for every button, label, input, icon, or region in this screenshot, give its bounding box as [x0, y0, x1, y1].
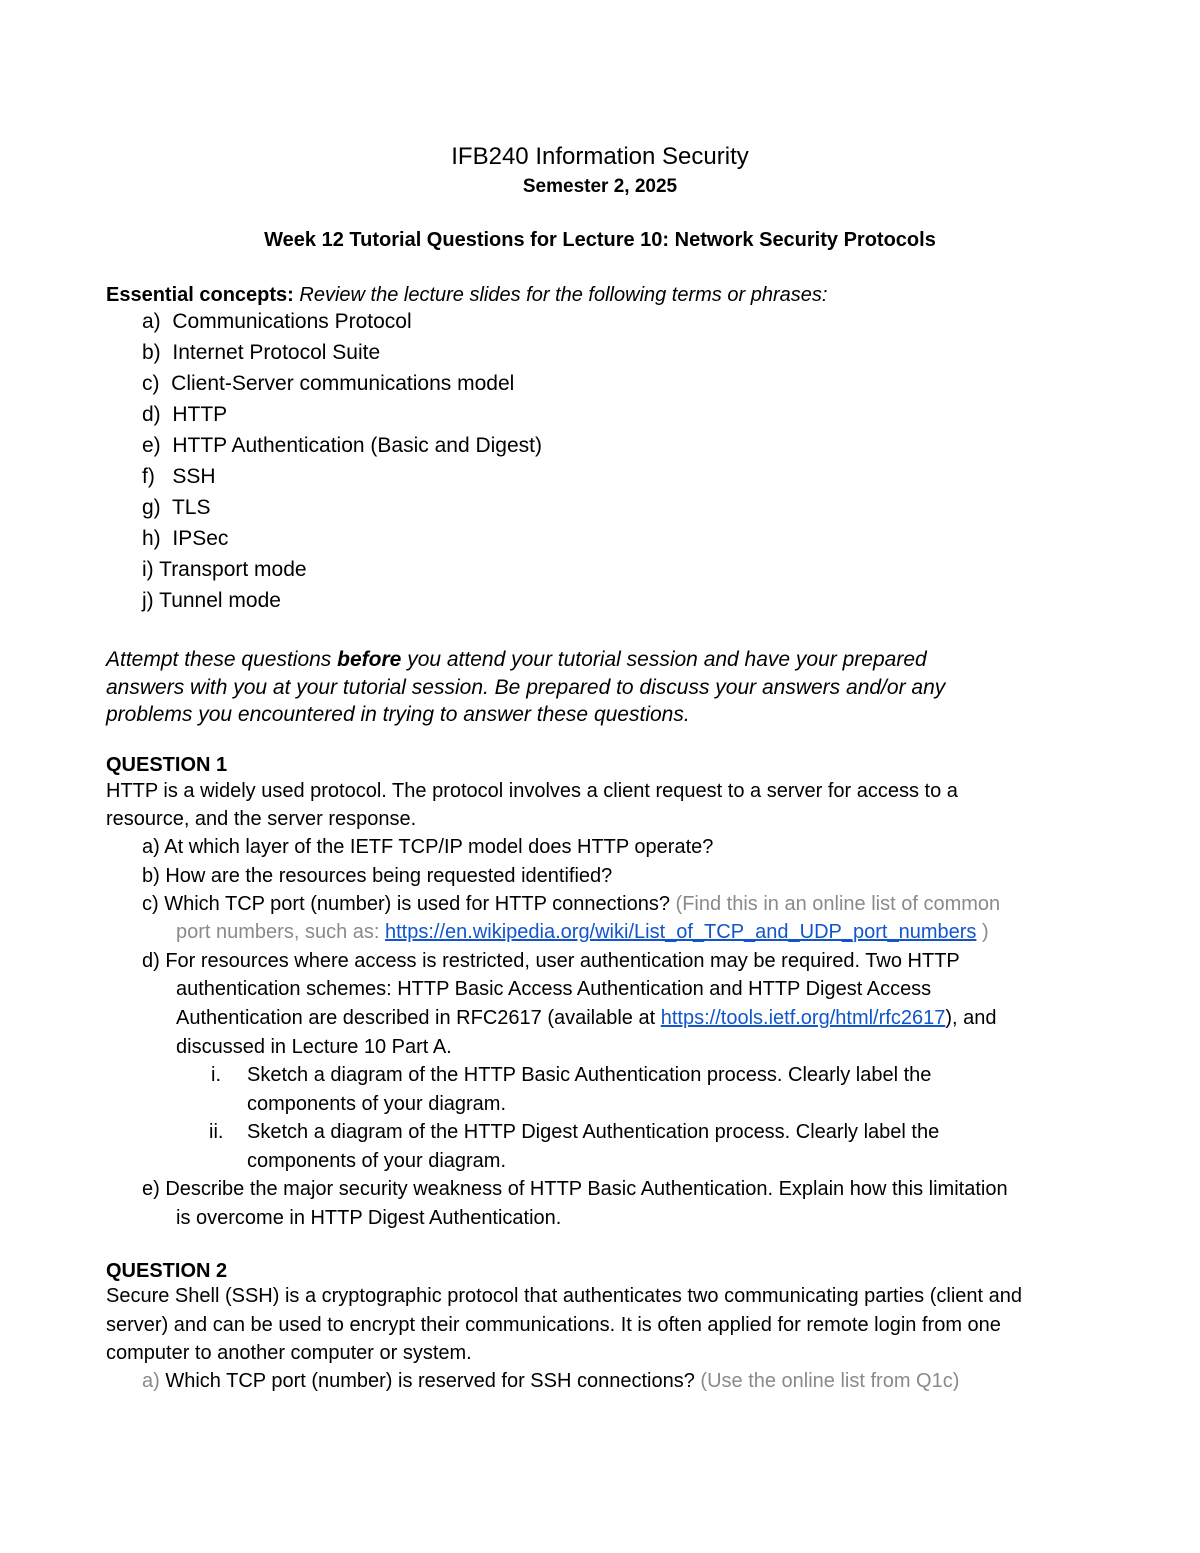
q1-part-e-line-2: is overcome in HTTP Digest Authentication.: [176, 1207, 562, 1229]
q1-part-a: a) At which layer of the IETF TCP/IP model does HTTP operate?: [142, 836, 714, 858]
q1-part-c-line-1: [142, 893, 1000, 916]
q1-d-ii-line-2: components of your diagram.: [247, 1150, 507, 1172]
list-text: SSH: [172, 465, 216, 488]
list-text: Internet Protocol Suite: [172, 341, 381, 364]
list-text: IPSec: [172, 527, 229, 550]
q1-d-i-line-2: components of your diagram.: [247, 1093, 507, 1115]
list-text: TLS: [171, 496, 211, 519]
list-marker: b): [142, 341, 161, 364]
list-text: Communications Protocol: [172, 310, 412, 333]
course-title: IFB240 Information Security: [451, 143, 749, 170]
q1-part-d-line-2: authentication schemes: HTTP Basic Access Authentication and HTTP Digest Access: [176, 978, 932, 1000]
q2-intro-line-1: Secure Shell (SSH) is a cryptographic protocol that authenticates two communicating parties (client and: [106, 1285, 1023, 1307]
rfc2617-link[interactable]: https://tools.ietf.org/html/rfc2617: [660, 1007, 946, 1029]
list-marker: c): [142, 372, 160, 395]
q2-a-hint: (Use the online list from Q1c): [700, 1370, 960, 1392]
list-item: [142, 496, 211, 520]
list-marker: h): [142, 527, 161, 550]
list-marker: f): [142, 465, 155, 488]
list-text: Transport mode: [159, 558, 307, 581]
q2-a-text: Which TCP port (number) is reserved for SSH connections?: [165, 1370, 695, 1392]
attempt-bold-word: before: [337, 648, 402, 671]
q1-d-text: Authentication are described in RFC2617 (available at: [176, 1007, 656, 1029]
q2-part-a: [142, 1370, 959, 1393]
q1-d-i-marker: i.: [211, 1064, 221, 1086]
attempt-line-1: [106, 648, 927, 672]
q1-d-text-end: ), and: [945, 1007, 997, 1029]
list-item: [142, 341, 380, 365]
attempt-text: Attempt these questions: [106, 648, 332, 671]
q1-d-ii-marker: ii.: [209, 1121, 224, 1143]
list-marker: g): [142, 496, 161, 519]
question-2-heading: QUESTION 2: [106, 1260, 228, 1282]
list-item: [142, 372, 514, 396]
q1-part-d-line-1: d) For resources where access is restricted, user authentication may be required. Two HTTP: [142, 950, 960, 972]
essential-concepts-heading: [106, 284, 827, 307]
q1-c-hint-2: port numbers, such as:: [176, 921, 380, 943]
q1-part-d-line-4: discussed in Lecture 10 Part A.: [176, 1036, 452, 1058]
list-marker: j): [142, 589, 154, 612]
list-item: [142, 434, 542, 458]
q1-d-i-line-1: Sketch a diagram of the HTTP Basic Authentication process. Clearly label the: [247, 1064, 932, 1086]
list-text: Tunnel mode: [159, 589, 281, 612]
q1-c-text: c) Which TCP port (number) is used for HTTP connections?: [142, 893, 670, 915]
list-marker: e): [142, 434, 161, 457]
list-text: Client-Server communications model: [171, 372, 515, 395]
list-marker: d): [142, 403, 161, 426]
q1-part-e-line-1: e) Describe the major security weakness of HTTP Basic Authentication. Explain how this limitation: [142, 1178, 1008, 1200]
list-item: [142, 310, 412, 334]
attempt-line-2: answers with you at your tutorial session. Be prepared to discuss your answers and/or any: [106, 676, 946, 699]
q1-d-ii-line-1: Sketch a diagram of the HTTP Digest Authentication process. Clearly label the: [247, 1121, 940, 1143]
q1-intro-line-1: HTTP is a widely used protocol. The protocol involves a client request to a server for access to a: [106, 780, 958, 802]
wikipedia-port-list-link[interactable]: https://en.wikipedia.org/wiki/List_of_TCP_and_UDP_port_numbers: [385, 921, 977, 943]
q1-part-d-line-3: [176, 1007, 996, 1030]
question-1-heading: QUESTION 1: [106, 754, 228, 776]
week-title: Week 12 Tutorial Questions for Lecture 10: Network Security Protocols: [264, 229, 936, 251]
q1-c-hint: (Find this in an online list of common: [675, 893, 1001, 915]
list-marker: a): [142, 310, 161, 333]
list-text: HTTP Authentication (Basic and Digest): [172, 434, 542, 457]
list-item: [142, 589, 281, 613]
q2-intro-line-3: computer to another computer or system.: [106, 1342, 472, 1364]
list-marker: i): [142, 558, 154, 581]
essential-instruction: Review the lecture slides for the following terms or phrases:: [299, 284, 828, 306]
attempt-line-3: problems you encountered in trying to answer these questions.: [106, 703, 690, 726]
list-item: [142, 403, 227, 427]
list-item: [142, 465, 216, 489]
list-item: [142, 527, 228, 551]
q1-part-c-line-2: [176, 921, 989, 944]
semester: Semester 2, 2025: [522, 176, 678, 197]
q2-intro-line-2: server) and can be used to encrypt their communications. It is often applied for remote login from one: [106, 1314, 1001, 1336]
q2-a-marker: a): [142, 1370, 160, 1392]
list-item: [142, 558, 307, 582]
q1-c-close: ): [981, 921, 989, 943]
essential-label: Essential concepts:: [106, 284, 294, 306]
list-text: HTTP: [172, 403, 228, 426]
q1-intro-line-2: resource, and the server response.: [106, 808, 417, 830]
q1-part-b: b) How are the resources being requested identified?: [142, 865, 613, 887]
attempt-text: you attend your tutorial session and have your prepared: [407, 648, 927, 671]
